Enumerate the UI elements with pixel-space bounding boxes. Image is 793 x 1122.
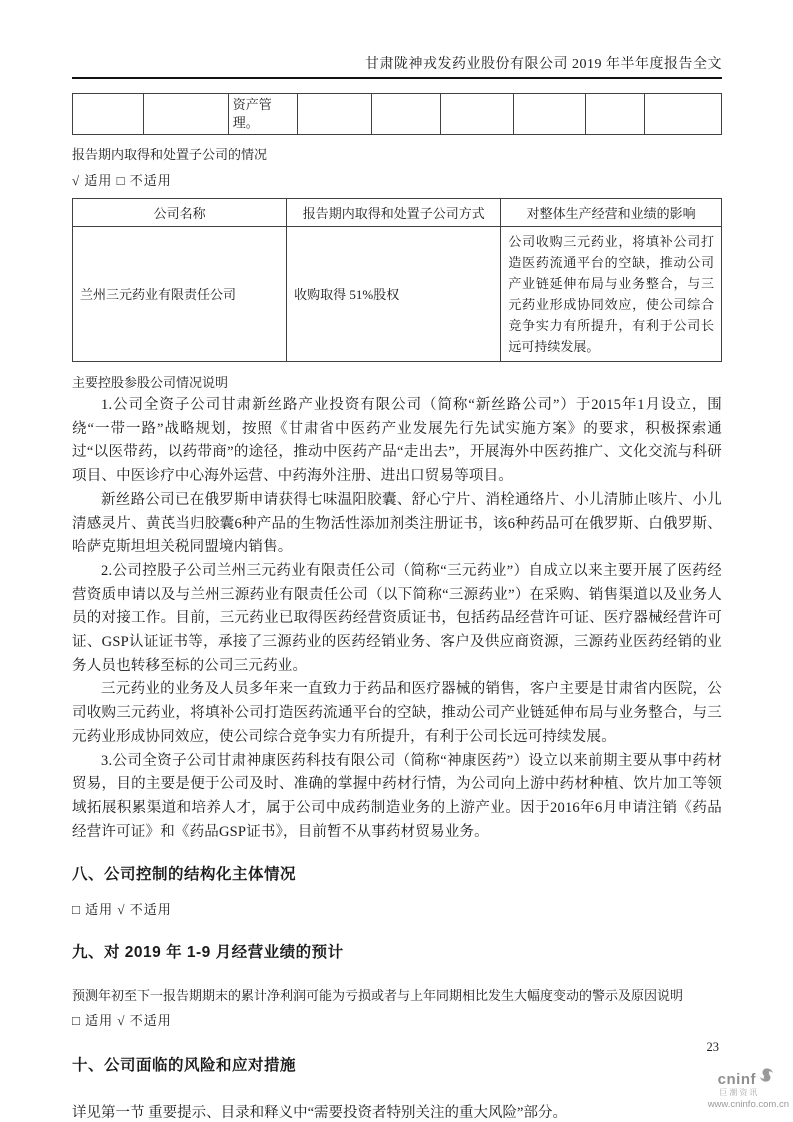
subsidiary-table [72,198,722,362]
table-cell [585,94,645,135]
cninfo-logo-row [708,1067,789,1087]
cell-impact-description: 公司收购三元药业，将填补公司打造医药流通平台的空缺，推动公司产业链延伸布局与业务整合，与三元药业形成协同效应，使公司综合竞争实力有所提升，有利于公司长远可持续发展。 [501,227,722,362]
table-cell [73,94,144,135]
table-cell: 资产管理。 [228,94,297,135]
section-9-applicable-line: □ 适用 √ 不适用 [72,1013,172,1029]
table-cell [371,94,440,135]
section-10-body: 详见第一节 重要提示、目录和释义中“需要投资者特别关注的重大风险”部分。 [72,1105,567,1122]
report-header-title: 甘肃陇神戎发药业股份有限公司 2019 年半年度报告全文 [365,57,722,72]
column-header-impact: 对整体生产经营和业绩的影响 [501,199,722,227]
column-header-company: 公司名称 [73,199,287,227]
table-row [73,227,722,362]
column-header-method: 报告期内取得和处置子公司方式 [287,199,501,227]
cninfo-logo-text: cninf [717,1070,756,1088]
paragraph-subsidiary-3: 3.公司全资子公司甘肃神康医药科技有限公司（简称“神康医药”）设立以来前期主要从事中药材贸易，目的主要是便于公司及时、准确的掌握中药材行情，为公司向上游中药材种植、饮片加工等领域拓展积累渠道和培养人才，属于公司中成药制造业务的上游产业。因于2016年6月申请注销《药品经营许可证》和《药品GSP证书》，目前暂不从事药材贸易业务。 [72,752,722,840]
cninfo-logo-subtext: 巨潮资讯 [719,1087,760,1097]
subsidiary-table-header-row [73,199,722,227]
cell-company-name: 兰州三元药业有限责任公司 [73,227,287,362]
table-cell [298,94,371,135]
table-cell [645,94,722,135]
acquisition-applicable-line: √ 适用 □ 不适用 [72,173,172,188]
cninfo-logo-url: www.cninfo.com.cn [707,1098,789,1110]
header-divider [72,77,722,79]
paragraph-subsidiary-1: 1.公司全资子公司甘肃新丝路产业投资有限公司（简称“新丝路公司”）于2015年1月设立，围绕“一带一路”战略规划，按照《甘肃省中医药产业发展先行先试实施方案》的要求，积极探索通过“以医带药，以药带商”的途径，推动中医药产品“走出去”，开展海外中医药推广、文化交流与科研项目、中医诊疗中心海外运营、中药海外注册、进出口贸易等项目。 [72,397,722,485]
paragraph-subsidiary-2b: 三元药业的业务及人员多年来一直致力于药品和医疗器械的销售，客户主要是甘肃省内医院，公司收购三元药业，将填补公司打造医药流通平台的空缺，推动公司产业链延伸布局与业务整合，与三元药业形成协同效应，使公司综合竞争实力有所提升，有利于公司长远可持续发展。 [72,681,722,745]
continuation-table [72,93,722,135]
acquisition-caption: 报告期内取得和处置子公司的情况 [72,147,268,162]
cninfo-swirl-icon [758,1067,775,1087]
page-content [72,56,722,1122]
table-cell [144,94,228,135]
continuation-row [73,94,722,135]
table-cell [440,94,513,135]
section-10-heading: 十、公司面临的风险和应对措施 [72,1057,297,1075]
section-8-heading: 八、公司控制的结构化主体情况 [72,866,297,884]
table-cell [514,94,585,135]
page-number: 23 [706,1040,719,1054]
paragraph-subsidiary-1b: 新丝路公司已在俄罗斯申请获得七味温阳胶囊、舒心宁片、消栓通络片、小儿清肺止咳片、小儿清感灵片、黄芪当归胶囊6种产品的生物活性添加剂类注册证书，该6种药品可在俄罗斯、白俄罗斯、哈萨克斯坦坦关税同盟境内销售。 [72,491,722,556]
cninfo-logo [708,1067,789,1110]
section-9-heading: 九、对 2019 年 1-9 月经营业绩的预计 [72,944,344,962]
paragraph-subsidiary-2: 2.公司控股子公司兰州三元药业有限责任公司（简称“三元药业”）自成立以来主要开展了医药经营资质申请以及与兰州三源药业有限责任公司（以下简称“三源药业”）在采购、销售渠道以及业务人员的对接工作。目前，三元药业已取得医药经营资质证书，包括药品经营许可证、医疗器械经营许可证、GSP认证证书等，承接了三源药业的医药经销业务、客户及供应商资源，三源药业医药经销的业务人员也转移至标的公司三元药业。 [72,562,722,674]
section-9-forecast-note: 预测年初至下一报告期期末的累计净利润可能为亏损或者与上年同期相比发生大幅度变动的警示及原因说明 [72,988,684,1004]
notes-caption: 主要控股参股公司情况说明 [72,375,229,390]
section-8-applicable-line: □ 适用 √ 不适用 [72,902,172,918]
cell-acquisition-method: 收购取得 51%股权 [287,227,501,362]
